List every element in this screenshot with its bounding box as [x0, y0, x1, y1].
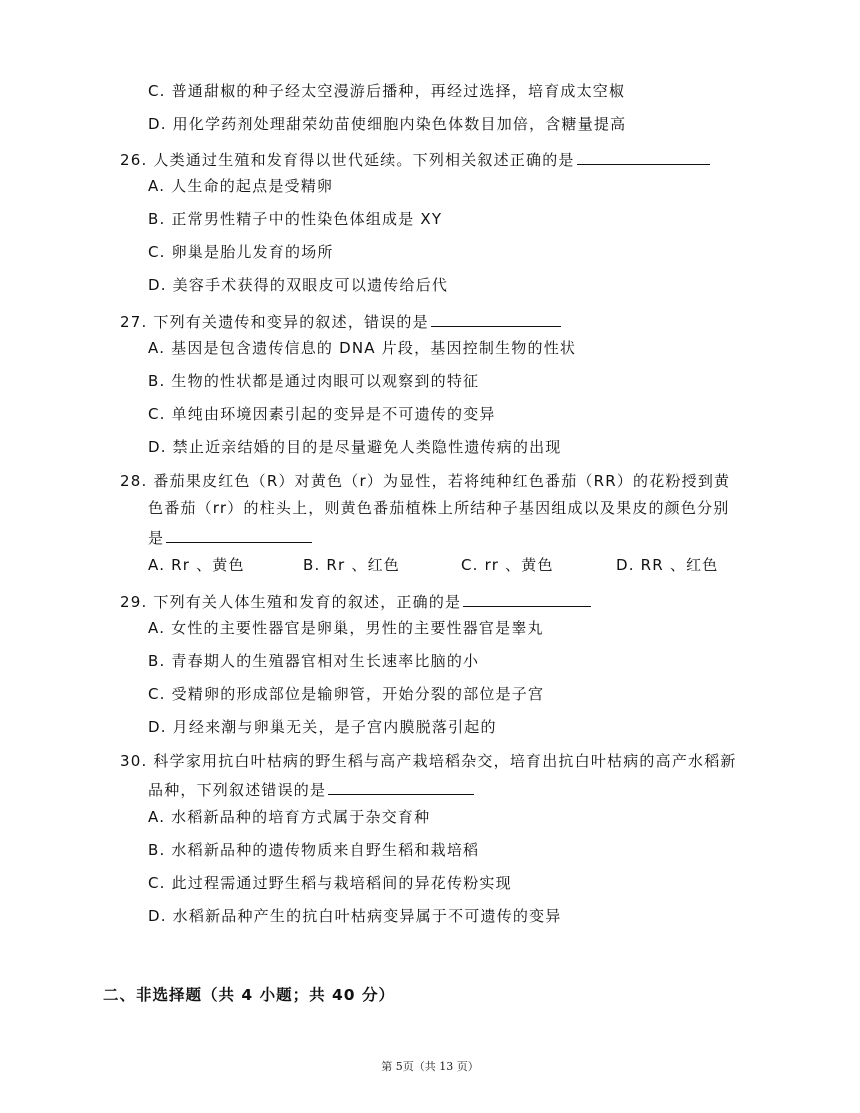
question-27-stem: [120, 310, 561, 332]
question-26-text: 26. 人类通过生殖和发育得以世代延续。下列相关叙述正确的是: [120, 151, 575, 169]
question-28-option-d: D. RR 、红色: [616, 556, 719, 574]
question-29-stem: [120, 590, 591, 612]
question-29-text: 29. 下列有关人体生殖和发育的叙述，正确的是: [120, 593, 462, 611]
carryover-option-c: C. 普通甜椒的种子经太空漫游后播种，再经过选择，培育成太空椒: [148, 82, 626, 100]
answer-blank-26[interactable]: [577, 148, 710, 165]
question-30-option-c: C. 此过程需通过野生稻与栽培稻间的异花传粉实现: [148, 874, 512, 892]
question-30-option-d: D. 水稻新品种产生的抗白叶枯病变异属于不可遗传的变异: [148, 907, 562, 925]
answer-blank-28[interactable]: [166, 526, 312, 543]
question-30-stem-line1: 30. 科学家用抗白叶枯病的野生稻与高产栽培稻杂交，培育出抗白叶枯病的高产水稻新: [120, 752, 737, 770]
question-30-stem-line2: [148, 778, 474, 800]
question-28-stem-line3: [148, 526, 312, 548]
question-28-stem-line2: 色番茄（rr）的柱头上，则黄色番茄植株上所结种子基因组成以及果皮的颜色分别: [148, 499, 730, 517]
question-27-option-b: B. 生物的性状都是通过肉眼可以观察到的特征: [148, 372, 480, 390]
answer-blank-27[interactable]: [431, 310, 561, 327]
question-28-text-end: 是: [148, 529, 165, 547]
question-29-option-c: C. 受精卵的形成部位是输卵管，开始分裂的部位是子宫: [148, 685, 545, 703]
question-26-stem: [120, 148, 710, 170]
question-27-option-d: D. 禁止近亲结婚的目的是尽量避免人类隐性遗传病的出现: [148, 438, 562, 456]
question-26-option-b: B. 正常男性精子中的性染色体组成是 XY: [148, 210, 443, 228]
question-28-option-a: A. Rr 、黄色: [148, 556, 245, 574]
question-28-option-b: B. Rr 、红色: [303, 556, 400, 574]
question-26-option-c: C. 卵巢是胎儿发育的场所: [148, 243, 334, 261]
answer-blank-29[interactable]: [463, 590, 591, 607]
section-title: 二、非选择题（共 4 小题；共 40 分）: [103, 986, 395, 1004]
question-27-option-c: C. 单纯由环境因素引起的变异是不可遗传的变异: [148, 405, 496, 423]
page-footer: 第 5页（共 13 页）: [381, 1060, 479, 1073]
question-29-option-b: B. 青春期人的生殖器官相对生长速率比脑的小: [148, 652, 480, 670]
question-29-option-a: A. 女性的主要性器官是卵巢，男性的主要性器官是睾丸: [148, 619, 544, 637]
question-28-stem-line1: 28. 番茄果皮红色（R）对黄色（r）为显性，若将纯种红色番茄（RR）的花粉授到黄: [120, 472, 731, 490]
question-27-option-a: A. 基因是包含遗传信息的 DNA 片段，基因控制生物的性状: [148, 339, 577, 357]
question-27-text: 27. 下列有关遗传和变异的叙述，错误的是: [120, 313, 429, 331]
question-29-option-d: D. 月经来潮与卵巢无关，是子宫内膜脱落引起的: [148, 718, 497, 736]
question-30-text-end: 品种，下列叙述错误的是: [148, 781, 327, 799]
question-30-option-b: B. 水稻新品种的遗传物质来自野生稻和栽培稻: [148, 841, 480, 859]
question-30-option-a: A. 水稻新品种的培育方式属于杂交育种: [148, 808, 431, 826]
carryover-option-d: D. 用化学药剂处理甜荣幼苗使细胞内染色体数目加倍，含糖量提高: [148, 115, 627, 133]
question-28-option-c: C. rr 、黄色: [461, 556, 554, 574]
answer-blank-30[interactable]: [328, 778, 474, 795]
question-26-option-a: A. 人生命的起点是受精卵: [148, 177, 334, 195]
question-26-option-d: D. 美容手术获得的双眼皮可以遗传给后代: [148, 276, 449, 294]
